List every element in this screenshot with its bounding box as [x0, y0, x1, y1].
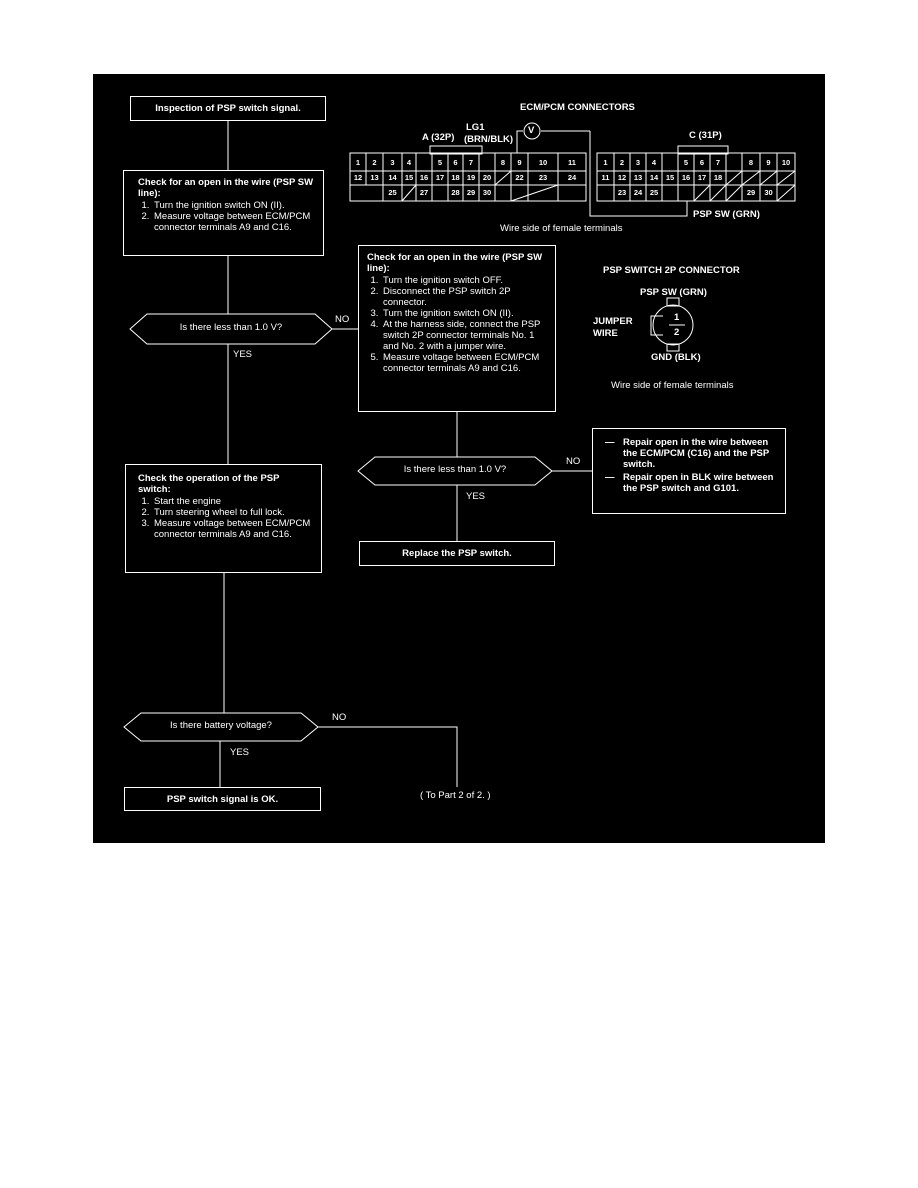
- pin-label: 25: [649, 188, 659, 197]
- psp-pin-1: 1: [674, 312, 680, 323]
- step1-list: [138, 200, 315, 233]
- step1-box: [123, 170, 324, 256]
- pin-label: 30: [482, 188, 492, 197]
- step3-list: [138, 496, 313, 540]
- q2-no-label: NO: [566, 456, 581, 467]
- pin-label: 2: [372, 158, 377, 167]
- ok-box: [124, 787, 321, 811]
- ok-text: PSP switch signal is OK.: [166, 793, 279, 805]
- pin-label: 5: [437, 158, 443, 167]
- pin-label: 23: [617, 188, 627, 197]
- repair-box: [592, 428, 786, 514]
- part2-text: ( To Part 2 of 2. ): [420, 790, 491, 801]
- pin-label: 29: [466, 188, 476, 197]
- start-text: Inspection of PSP switch signal.: [155, 103, 301, 114]
- q3-text: Is there battery voltage?: [170, 720, 272, 731]
- pin-label: 7: [715, 158, 721, 167]
- pin-label: 13: [370, 173, 379, 182]
- lg1-wire-label: (BRN/BLK): [464, 134, 514, 145]
- ecm-title: ECM/PCM CONNECTORS: [520, 102, 635, 113]
- step2-item: 3. Turn the ignition switch ON (II).: [381, 308, 549, 319]
- pin-label: 23: [538, 173, 548, 182]
- step2-heading: Check for an open in the wire (PSP SW line):: [367, 252, 543, 274]
- step3-item: 2. Turn steering wheel to full lock.: [152, 507, 313, 518]
- conn-c-label: C (31P): [689, 130, 722, 141]
- replace-box: [359, 541, 555, 566]
- step2-item: 4. At the harness side, connect the PSP switch 2P connector terminals No. 1 and No. 2 with a jumper wire.: [381, 319, 549, 352]
- step3-box: [125, 464, 322, 573]
- pin-label: 14: [649, 173, 659, 182]
- step2-item: 5. Measure voltage between ECM/PCM connector terminals A9 and C16.: [381, 352, 549, 374]
- step3-item: 3. Measure voltage between ECM/PCM connector terminals A9 and C16.: [152, 518, 313, 540]
- psp-connector-title: PSP SWITCH 2P CONNECTOR: [603, 265, 740, 276]
- q1-text: Is there less than 1.0 V?: [179, 322, 283, 333]
- pin-label: 12: [617, 173, 627, 182]
- pin-label: 22: [515, 173, 524, 182]
- repair-list: [601, 437, 777, 494]
- pin-label: 1: [355, 158, 361, 167]
- pin-label: 4: [406, 158, 412, 167]
- pin-label: 8: [748, 158, 754, 167]
- q3-no-label: NO: [332, 712, 347, 723]
- pin-label: 17: [697, 173, 707, 182]
- pin-label: 5: [683, 158, 689, 167]
- pin-label: 2: [619, 158, 625, 167]
- step2-item: 2. Disconnect the PSP switch 2P connector.: [381, 286, 549, 308]
- psp-caption: Wire side of female terminals: [611, 380, 734, 391]
- q1-yes-label: YES: [233, 349, 253, 360]
- pin-label: 27: [419, 188, 429, 197]
- q1-no-label: NO: [335, 314, 350, 325]
- meter-label: V: [528, 125, 535, 136]
- q2-yes-label: YES: [466, 491, 486, 502]
- step2-item: 1. Turn the ignition switch OFF.: [381, 275, 549, 286]
- pin-label: 1: [603, 158, 608, 167]
- pin-label: 9: [766, 158, 771, 167]
- pin-label: 16: [681, 173, 691, 182]
- gnd-label: GND (BLK): [651, 352, 701, 363]
- psp-sw-wire-label: PSP SW (GRN): [693, 209, 760, 220]
- pin-label: 16: [419, 173, 429, 182]
- jumper-label-2: WIRE: [593, 328, 618, 339]
- pin-label: 6: [699, 158, 705, 167]
- pin-label: 12: [353, 173, 363, 182]
- pin-label: 6: [453, 158, 458, 167]
- lg1-label: LG1: [466, 122, 485, 133]
- pin-label: 18: [713, 173, 723, 182]
- pin-label: 13: [633, 173, 643, 182]
- pin-label: 29: [746, 188, 756, 197]
- step1-heading: Check for an open in the wire (PSP SW line):: [138, 177, 314, 199]
- start-box: [130, 96, 326, 121]
- psp-sw-label: PSP SW (GRN): [640, 287, 707, 298]
- step3-item: 1. Start the engine: [152, 496, 313, 507]
- pin-label: 10: [538, 158, 548, 167]
- jumper-label-1: JUMPER: [593, 316, 633, 327]
- pin-label: 18: [451, 173, 460, 182]
- pin-label: 19: [466, 173, 476, 182]
- step2-box: [358, 245, 556, 412]
- pin-label: 28: [451, 188, 460, 197]
- pin-label: 15: [404, 173, 414, 182]
- pin-label: 8: [500, 158, 506, 167]
- pin-label: 24: [633, 188, 643, 197]
- step1-item: 1. Turn the ignition switch ON (II).: [152, 200, 315, 211]
- q2-text: Is there less than 1.0 V?: [403, 464, 507, 475]
- pin-label: 30: [764, 188, 773, 197]
- repair-item: — Repair open in BLK wire between the PSP switch and G101.: [601, 472, 777, 494]
- conn-a-label: A (32P): [422, 132, 455, 143]
- pin-label: 4: [651, 158, 657, 167]
- ecm-caption: Wire side of female terminals: [500, 223, 623, 234]
- pin-label: 3: [390, 158, 395, 167]
- pin-label: 9: [517, 158, 522, 167]
- psp-pin-2: 2: [674, 327, 680, 338]
- pin-label: 10: [781, 158, 791, 167]
- repair-item: — Repair open in the wire between the ECM/PCM (C16) and the PSP switch.: [601, 437, 777, 470]
- pin-label: 20: [482, 173, 492, 182]
- pin-label: 3: [635, 158, 641, 167]
- pin-label: 14: [388, 173, 397, 182]
- replace-text: Replace the PSP switch.: [402, 548, 512, 559]
- q3-yes-label: YES: [230, 747, 250, 758]
- pin-label: 17: [435, 173, 445, 182]
- pin-label: 11: [601, 173, 610, 182]
- step3-heading: Check the operation of the PSP switch:: [138, 473, 280, 495]
- pin-label: 11: [568, 158, 576, 167]
- step2-list: [367, 275, 549, 374]
- pin-label: 25: [388, 188, 397, 197]
- pin-label: 24: [567, 173, 577, 182]
- step1-item: 2. Measure voltage between ECM/PCM connector terminals A9 and C16.: [152, 211, 315, 233]
- pin-label: 7: [468, 158, 474, 167]
- pin-label: 15: [665, 173, 675, 182]
